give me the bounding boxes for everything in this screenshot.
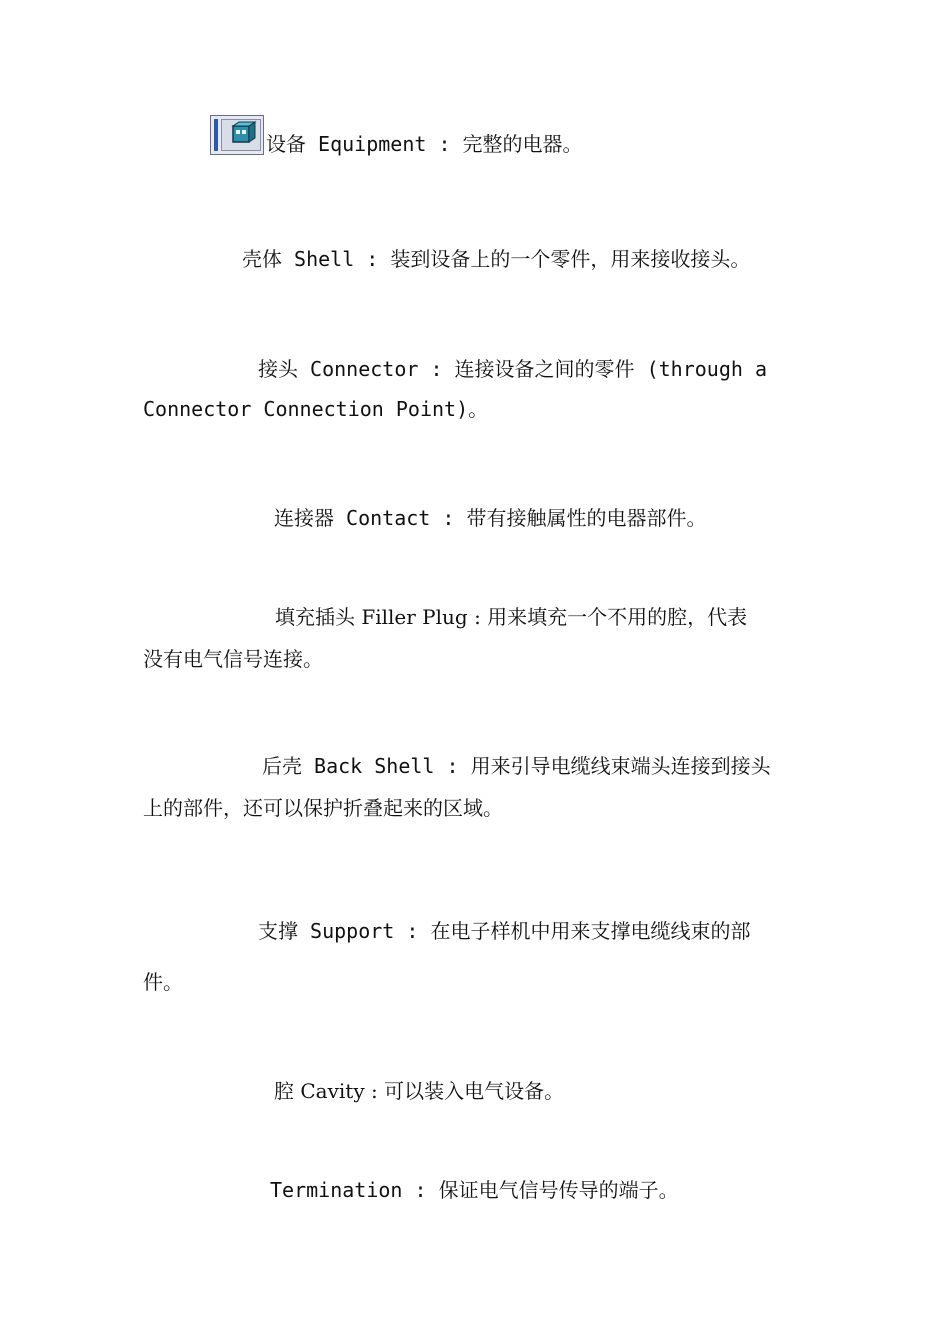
entry-equipment: 设备 Equipment : 完整的电器。 <box>266 132 583 156</box>
entry-contact: 连接器 Contact : 带有接触属性的电器部件。 <box>274 506 707 530</box>
entry-support-line1: 支撑 Support : 在电子样机中用来支撑电缆线束的部 <box>258 919 751 943</box>
entry-termination: Termination : 保证电气信号传导的端子。 <box>270 1178 679 1202</box>
entry-filler-plug-line2: 没有电气信号连接。 <box>143 647 323 671</box>
entry-connector-line1: 接头 Connector : 连接设备之间的零件 (through a <box>258 357 767 381</box>
entry-back-shell-line2: 上的部件，还可以保护折叠起来的区域。 <box>143 796 503 820</box>
entry-back-shell-line1: 后壳 Back Shell : 用来引导电缆线束端头连接到接头 <box>262 754 771 778</box>
entry-connector-line2: Connector Connection Point)。 <box>143 397 489 421</box>
equipment-icon <box>210 115 264 155</box>
entry-filler-plug-line1: 填充插头 Filler Plug : 用来填充一个不用的腔，代表 <box>275 605 748 629</box>
entry-cavity: 腔 Cavity : 可以装入电气设备。 <box>274 1079 565 1103</box>
entry-shell: 壳体 Shell : 装到设备上的一个零件，用来接收接头。 <box>242 247 751 271</box>
entry-support-line2: 件。 <box>143 970 183 994</box>
